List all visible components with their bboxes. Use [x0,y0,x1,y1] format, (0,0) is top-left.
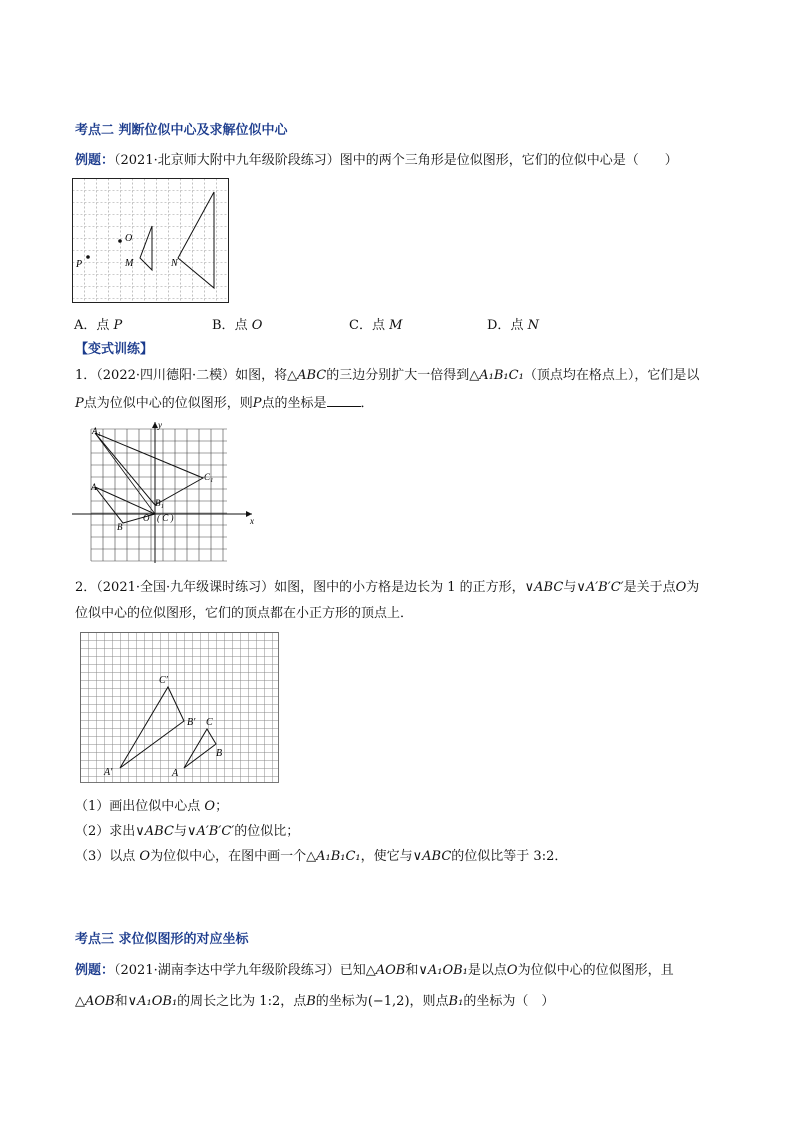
q2-sub2: （2）求出∨ABC与∨A′B′C′的位似比； [75,824,300,839]
svg-text:O: O [143,513,150,523]
triangle-apbpcp [120,687,184,768]
q2-line2: 位似中心的位似图形，它们的顶点都在小正方形的顶点上． [75,606,414,621]
svg-text:C₁: C₁ [204,472,214,482]
option-b[interactable]: B．点 O [212,318,263,333]
svg-text:C: C [206,717,213,728]
large-triangle [178,192,214,288]
q1-line2: P点为位似中心的位似图形，则P点的坐标是 ． [75,396,374,411]
q2-sub3: （3）以点 O为位似中心，在图中画一个△A₁B₁C₁，使它与∨ABC的位似比等于 3:2． [75,849,568,864]
svg-text:y: y [158,420,162,430]
point-p [86,255,90,259]
s3-line2: △AOB和∨A₁OB₁的周长之比为 1:2，点B的坐标为(−1,2)，则点B₁的坐标为（ ） [75,994,555,1009]
svg-text:B: B [117,522,123,532]
svg-text:A₁: A₁ [92,426,101,436]
s3-line1: 例题：（2021·湖南李达中学九年级阶段练习）已知△AOB和∨A₁OB₁是以点O为位似中心的位似图形，且 [75,963,674,978]
label-n: N [171,258,178,269]
svg-text:A′: A′ [104,767,113,778]
figure-homothety-grid [80,632,280,784]
training-label: 【变式训练】 [75,342,154,357]
small-triangle [140,226,152,270]
answer-blank[interactable] [327,394,361,407]
option-a[interactable]: A．点 P [74,318,123,333]
example-question [75,151,678,171]
svg-text:C′: C′ [159,675,168,686]
label-p: P [76,259,83,270]
section2-title: 考点二 判断位似中心及求解位似中心 [75,123,288,138]
triangle-abc-small [184,729,216,768]
svg-text:A: A [172,768,179,779]
label-o: O [125,233,133,244]
example-text: （2021·北京师大附中九年级阶段练习）图中的两个三角形是位似图形，它们的位似中心是（ ） [114,153,678,168]
q1-line1: 1．（2022·四川德阳·二模）如图，将△ABC的三边分别扩大一倍得到△A₁B₁C₁（顶点均在格点上），它们是以 [75,368,700,383]
q2-line1: 2．（2021·全国·九年级课时练习）如图，图中的小方格是边长为 1 的正方形，∨ABC与∨A′B′C′是关于点O为 [75,580,700,595]
svg-text:( C ): ( C ) [157,513,174,523]
example-label: 例题： [75,153,115,168]
svg-text:x: x [250,516,254,526]
point-o [118,239,122,243]
q2-sub1: （1）画出位似中心点 O； [75,799,229,814]
svg-text:B: B [216,748,223,759]
option-d[interactable]: D．点 N [487,318,539,333]
svg-text:B′: B′ [187,717,196,728]
label-m: M [125,258,134,269]
figure-coordinate-grid [70,420,260,565]
svg-text:A: A [91,482,97,492]
figure-homothety-triangles [72,178,230,304]
option-c[interactable]: C．点 M [349,318,403,333]
svg-text:B₁: B₁ [155,498,164,508]
section3-title: 考点三 求位似图形的对应坐标 [75,932,249,947]
